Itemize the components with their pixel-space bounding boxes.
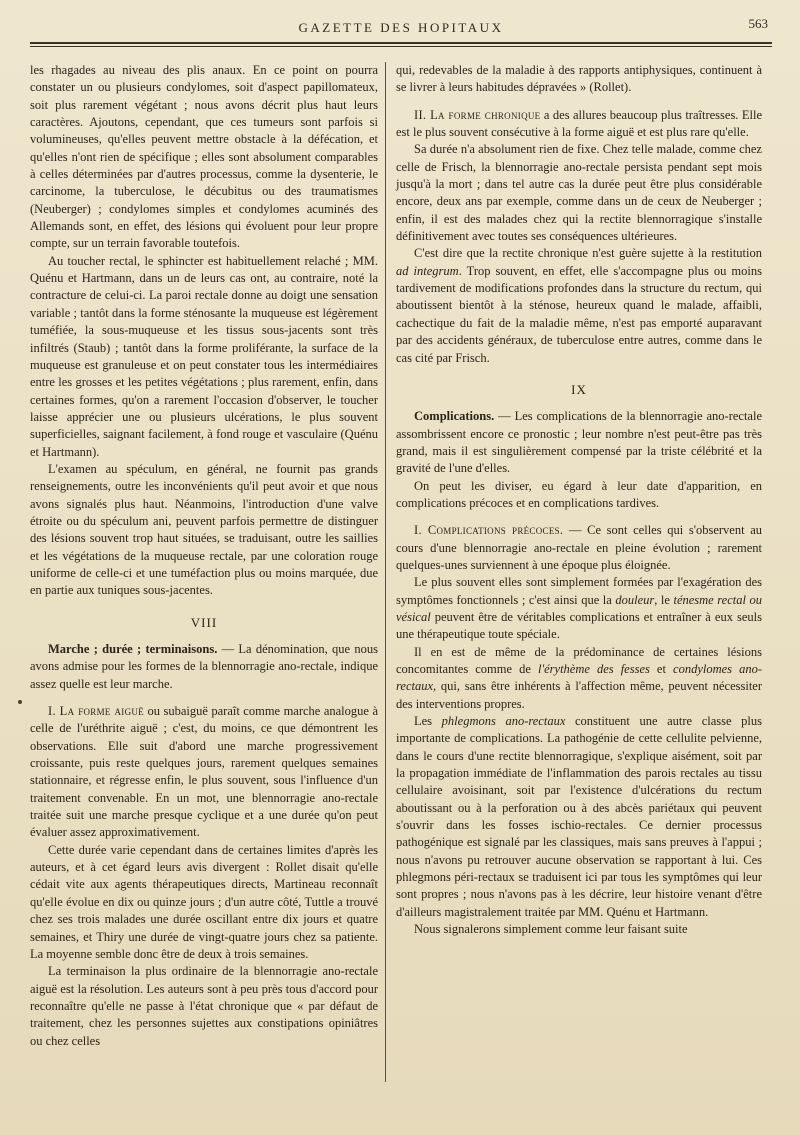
paragraph-duree: Cette durée varie cependant dans de certaines limites d'après les auteurs, et à cet égard leurs avis divergent : Rollet disait qu'elle cédait vite aux agents thérapeutiques directs, Martineau reconnaît qu'elle évolue en dix ou quinze jours ; d'un autre côté, Tuttle a trouvé chez ses trois malades une durée oscillant entre dix jours et quatre semaines, et Thiry une durée de vingt-quatre jours chez sa patiente. La moyenne semble donc être de deux à trois semaines. xyxy=(30,842,378,961)
paragraph-rhagades: les rhagades au niveau des plis anaux. En ce point on pourra constater un ou plusieurs condylomes, soit d'aspect papillomateux, soit plus rarement végétant ; nous avons décrit plus haut leurs caractères. Ajoutons, cependant, que ces tumeurs sont parfois si volumineuses, qu'elles peuvent mettre obstacle à la défécation, et qu'elles n'ont rien de spécifique ; elles sont absolument comparables à celles déterminées par d'autres processus, comme la dysenterie, le carcinome, la tuberculose, le décubitus ou des traumatismes (Neuberger) ; condylomes simples et condylomes acuminés des Allemands sont, en effet, des lésions qui évoluent pour leur propre compte, sur un terrain favorable toutefois. xyxy=(30,63,378,251)
heading-marche: Marche ; durée ; terminaisons. xyxy=(48,642,218,656)
paragraph-forme-aigue-text: ou subaiguë paraît comme marche analogue à celle de l'uréthrite aiguë ; c'est, du moins, ce que démontrent les observations. Elle suit d'abord une marche progressivement croissante, puis reste quelques jours, rarement quelques semaines stationnaire, et régresse enfin, le plus souvent, sous l'influence d'un traitement convenable. En un mot, une blennorragie ano-rectale traitée suit une marche presque cyclique et a une durée qu'on peut évaluer assez approximativement. xyxy=(30,704,378,840)
paragraph-marche-text: — La dénomination, que nous avons admise pour les formes de la blennorragie ano-rectale, indique assez quelle est leur marche. xyxy=(30,642,378,691)
text-fragment: . Trop souvent, en effet, elle s'accompagne plus ou moins tardivement de modifications profondes dans la structure du rectum, qui aboutissent bientôt à la sténose, heureux quand le malade, affaibli, cachectique du fait de la maladie même, n'est pas emporté auparavant par des accidents généraux, de tuberculose entre autres, comme dans le cas cité par Frisch. xyxy=(396,263,762,365)
page-number: 563 xyxy=(748,16,768,31)
header-rule-thick xyxy=(30,42,772,44)
text-fragment: C'est dire que la rectite chronique n'est guère sujette à la restitution xyxy=(414,246,762,261)
paragraph-complications-precoces-text: — Ce sont celles qui s'observent au cours d'une blennorragie ano-rectale en pleine évolution ; rarement quelques-unes surviennent à une époque plus éloignée. xyxy=(396,523,762,572)
emphasis-ad-integrum: ad integrum xyxy=(396,263,459,278)
page-header xyxy=(30,16,772,40)
text-fragment: constituent une autre classe plus importante de complications. La pathogénie de cette cellulite pelvienne, dans le cours d'une rectite blennorragique, s'explique aisément, soit par la propagation immédiate de l'inflammation des parois rectales au tissu cellulaire avoisinant, soit par l'existence d'ulcérations du rectum aboutissant ou à la perforation ou à des abcès pariétaux qui peuvent s'ouvrir dans les fosses ischio-rectales. Ce dernier processus pathogénique est signalé par les classiques, mais sans preuves à l'appui ; nous n'avons pu retrouver aucune observation se rapportant à lui. Ces phlegmons péri-rectaux se traduisent ici par tous les symptômes qui leur sont propres ; nous n'avons pas à les décrire, leur histoire venant d'être d'ailleurs magistralement traitée par MM. Quénu et Hartmann. xyxy=(396,714,762,919)
scan-dot xyxy=(18,700,22,704)
emphasis-tenesme: ténesme rectal ou vésical xyxy=(396,592,762,624)
lead-forme-aigue: I. La forme aiguë xyxy=(48,704,144,719)
text-fragment: Il en est de même de la prédominance de certaines lésions concomitantes comme de xyxy=(396,644,762,676)
heading-complications: Complications. xyxy=(414,409,495,424)
paragraph-sa-duree: Sa durée n'a absolument rien de fixe. Chez telle malade, comme chez celle de Frisch, la blennorragie ano-rectale persista pendant sept mois jusqu'à la mort ; dans tel autre cas la durée peut être plus considérable encore, deux ans par exemple, comme dans un de ceux de Neuberger ; enfin, il est des malades chez qui la rectite blennorragique s'installe définitivement avec toutes ses conséquences ultérieures. xyxy=(396,142,762,244)
paragraph-marche xyxy=(30,641,378,693)
lead-forme-chronique: II. La forme chronique xyxy=(414,107,541,122)
header-rule-thin xyxy=(30,46,772,47)
column-divider xyxy=(385,62,386,1082)
text-fragment: , qui, sans être inhérents à l'affection même, peuvent nécessiter des interventions propres. xyxy=(396,679,762,711)
text-fragment: peuvent être de véritables complications et entraîner à eux seuls une thérapeutique toute spéciale. xyxy=(396,609,762,642)
spacer xyxy=(396,97,762,107)
emphasis-erytheme: l'érythème des fesses xyxy=(537,662,650,676)
paragraph-toucher-rectal: Au toucher rectal, le sphincter est habituellement relaché ; MM. Quénu et Hartmann, dans un de leurs cas ont, au contraire, noté la contracture de celui-ci. La paroi rectale donne au doigt une sensation variable ; tantôt dans la forme sténosante la muqueuse est légèrement tuméfiée, la sous-muqueuse et les tissus sous-jacents sont très infiltrés (Staub) ; tantôt dans la forme proliférante, la surface de la muqueuse est granuleuse et on peut constater tous les intermédiaires entre les grosses et les petites végétations ; plus rarement, enfin, dans certaines formes, qu'on a rarement l'occasion d'observer, le toucher laisse apprécier une ou plusieurs ulcérations, le plus souvent superficielles, saignant facilement, à fond rouge et vasculaire (Quénu et Hartmann). xyxy=(30,253,378,459)
journal-title: GAZETTE DES HOPITAUX xyxy=(298,20,504,35)
text-fragment: , le xyxy=(654,592,674,607)
emphasis-douleur: douleur xyxy=(615,592,655,607)
paragraph-rectite-chronique xyxy=(396,245,762,366)
section-number-ix: IX xyxy=(571,381,587,397)
paragraph-diviser: On peut les diviser, eu égard à leur date d'apparition, en complications précoces et en complications tardives. xyxy=(396,478,762,510)
paragraph-complications-precoces xyxy=(396,522,762,574)
paragraph-forme-chronique-text: a des allures beaucoup plus traîtresses. Elle est le plus souvent consécutive à la forme aiguë et est plus rare qu'elle. xyxy=(396,107,762,140)
paragraph-terminaison: La terminaison la plus ordinaire de la blennorragie ano-rectale aiguë est la résolution. Les auteurs sont à peu près tous d'accord pour reconnaître qu'elle ne passe à l'état chronique que « par défaut de traitement, chez les personnes sujettes aux constipations opiniâtres ou chez celles xyxy=(30,964,378,1048)
right-column xyxy=(396,62,762,939)
text-fragment: Les xyxy=(414,714,442,729)
paragraph-forme-aigue xyxy=(30,703,378,842)
paragraph-lesions-concomitantes xyxy=(396,644,762,713)
emphasis-condylomes: condylomes ano-rectaux xyxy=(396,662,762,694)
paragraph-symptomes xyxy=(396,574,762,643)
paragraph-forme-chronique xyxy=(396,107,762,142)
section-number-viii: VIII xyxy=(190,614,218,630)
paragraph-speculum: L'examen au spéculum, en général, ne fournit pas grands renseignements, outre les inconvénients qu'il peut avoir et que nous avons signalés plus haut. Néanmoins, l'introduction d'une valve étroite ou du spéculum ani, peuvent parfois permettre de distinguer des lésions souvent trop haut situées, se traduisant, outre les saillies et les végétations de la muqueuse rectale, par une coloration rouge uniforme de celle-ci et une tuméfaction plus ou moins marquée, due en partie aux tuniques sous-jacentes. xyxy=(30,461,378,598)
text-fragment: Le plus souvent elles sont simplement formées par l'exagération des symptômes fonctionnels ; c'est ainsi que la xyxy=(396,575,762,607)
text-fragment: et xyxy=(649,662,674,676)
spacer xyxy=(396,512,762,522)
paragraph-rollet: qui, redevables de la maladie à des rapports antiphysiques, continuent à se livrer à leurs habitudes dépravées » (Rollet). xyxy=(396,63,762,95)
paragraph-signalerons: Nous signalerons simplement comme leur faisant suite xyxy=(414,922,688,937)
left-column xyxy=(30,62,378,1050)
lead-complications-precoces: I. Complications précoces. xyxy=(414,523,564,538)
paragraph-phlegmons xyxy=(396,713,762,921)
emphasis-phlegmons: phlegmons ano-rectaux xyxy=(441,714,566,729)
paragraph-complications xyxy=(396,408,762,477)
paragraph-complications-text: — Les complications de la blennorragie ano-rectale assombrissent encore ce pronostic ; leur nombre n'est peut-être pas très grand, mais il est singulièrement compensé par la triste célébrité et la gravité de l'une d'elles. xyxy=(396,409,762,476)
spacer xyxy=(30,693,378,703)
